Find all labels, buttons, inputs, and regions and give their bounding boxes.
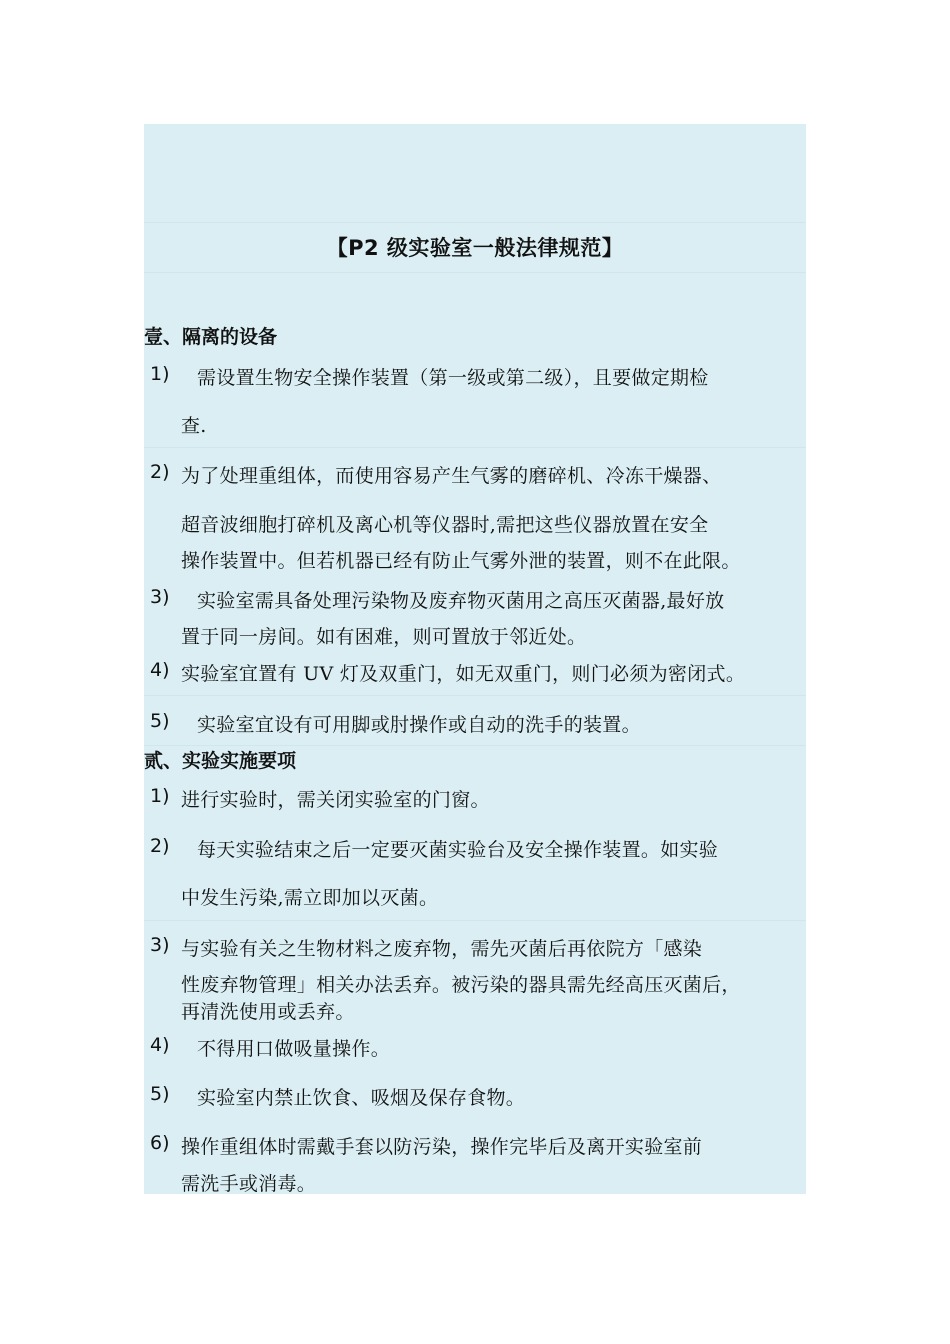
item-number: 1) — [150, 363, 170, 385]
item-text-line: 超音波细胞打碎机及离心机等仪器时,需把这些仪器放置在安全 — [181, 514, 709, 536]
item-text-line: 需设置生物安全操作装置（第一级或第二级），且要做定期检 — [197, 367, 709, 389]
item-number: 2) — [150, 461, 170, 483]
item-number: 1) — [150, 785, 170, 807]
item-number: 4) — [150, 659, 170, 681]
row-divider — [144, 920, 806, 921]
item-number: 5) — [150, 1083, 170, 1105]
item-number: 3) — [150, 934, 170, 956]
item-text-line: 实验室宜设有可用脚或肘操作或自动的洗手的装置。 — [197, 714, 641, 736]
item-text-line: 不得用口做吸量操作。 — [197, 1038, 391, 1060]
item-text-line: 查. — [181, 415, 207, 437]
item-text-line: 置于同一房间。如有困难，则可置放于邻近处。 — [181, 626, 587, 648]
item-text-line: 操作重组体时需戴手套以防污染，操作完毕后及离开实验室前 — [181, 1136, 703, 1158]
row-divider — [144, 447, 806, 448]
item-text-line: 每天实验结束之后一定要灭菌实验台及安全操作装置。如实验 — [197, 839, 719, 861]
section-heading-experiment-procedures: 贰、实验实施要项 — [144, 750, 297, 772]
item-number: 5) — [150, 710, 170, 732]
item-text-line: 再清洗使用或丢弃。 — [181, 1001, 355, 1023]
item-text-line: 中发生污染,需立即加以灭菌。 — [181, 887, 439, 909]
item-number: 4) — [150, 1034, 170, 1056]
item-text-line: 进行实验时，需关闭实验室的门窗。 — [181, 789, 490, 811]
item-text-line: 为了处理重组体，而使用容易产生气雾的磨碎机、冷冻干燥器、 — [181, 465, 722, 487]
item-text-line: 实验室内禁止饮食、吸烟及保存食物。 — [197, 1087, 526, 1109]
section-heading-isolation-equipment: 壹、隔离的设备 — [144, 326, 278, 348]
item-text-line: 实验室宜置有 UV 灯及双重门，如无双重门，则门必须为密闭式。 — [181, 663, 746, 685]
item-text-line: 需洗手或消毒。 — [181, 1173, 317, 1195]
item-text-line: 性废弃物管理」相关办法丢弃。被污染的器具需先经高压灭菌后， — [181, 974, 741, 996]
page-title: 【P2 级实验室一般法律规范】 — [326, 236, 624, 260]
item-number: 3) — [150, 586, 170, 608]
item-text-line: 与实验有关之生物材料之废弃物，需先灭菌后再依院方「感染 — [181, 938, 703, 960]
row-divider — [144, 272, 806, 273]
item-text-line: 实验室需具备处理污染物及废弃物灭菌用之高压灭菌器,最好放 — [197, 590, 725, 612]
row-divider — [144, 695, 806, 696]
row-divider — [144, 222, 806, 223]
item-number: 6) — [150, 1132, 170, 1154]
item-text-line: 操作装置中。但若机器已经有防止气雾外泄的装置，则不在此限。 — [181, 550, 741, 572]
item-number: 2) — [150, 835, 170, 857]
